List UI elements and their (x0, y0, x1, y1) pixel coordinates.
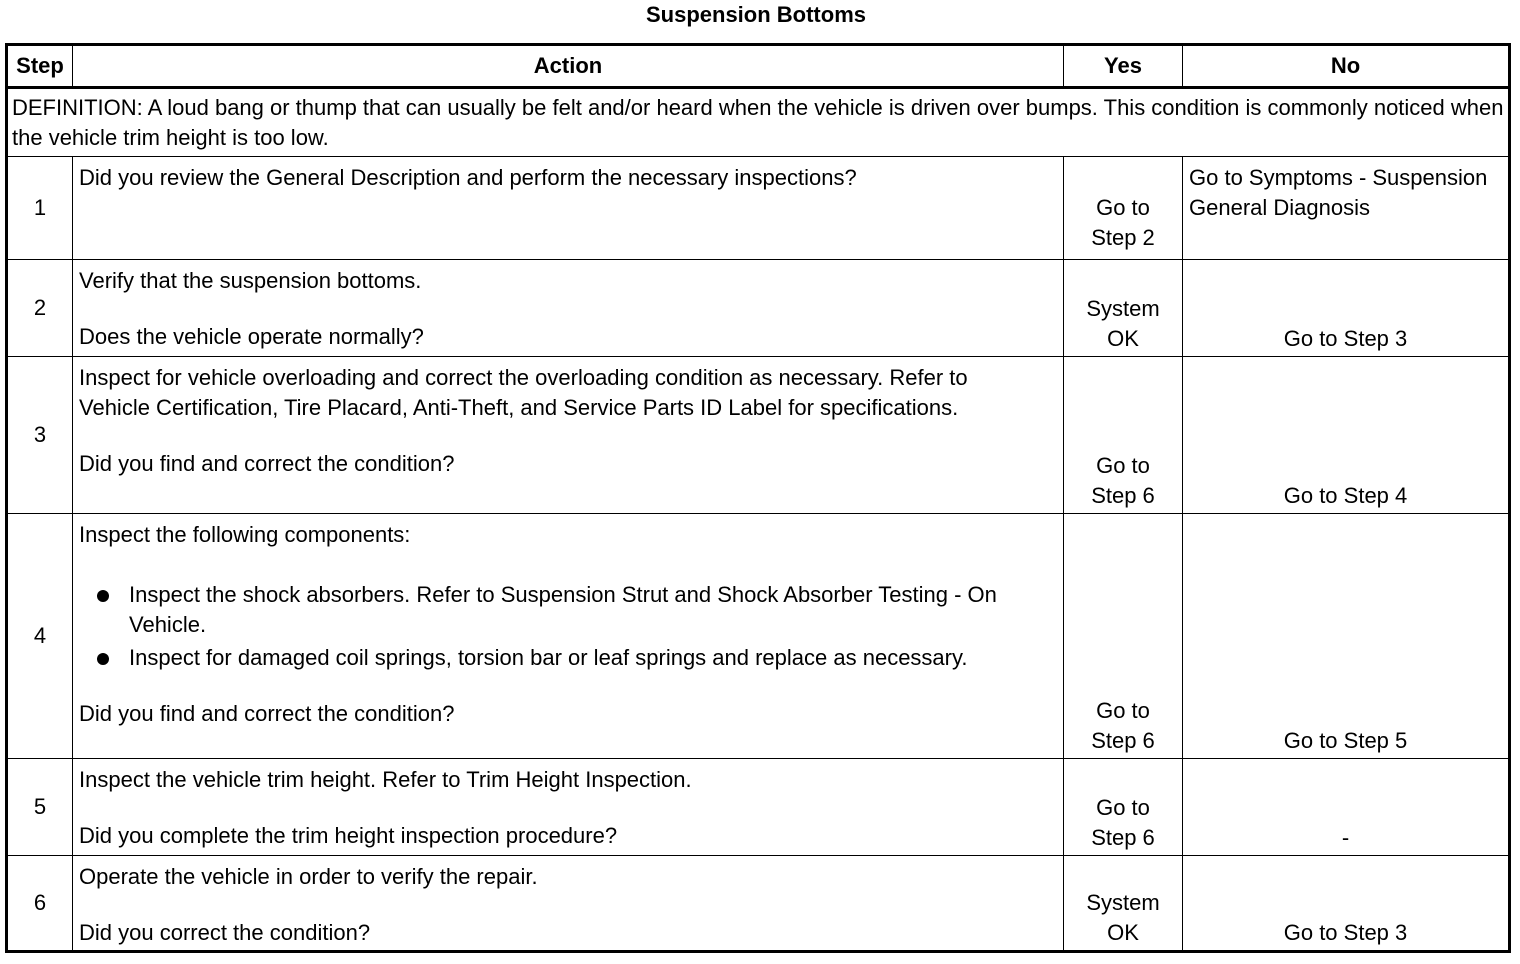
yes-line: System (1086, 890, 1160, 915)
table-row (7, 157, 1510, 260)
step-number: 6 (7, 856, 73, 952)
no-cell: Go to Step 4 (1183, 357, 1510, 514)
definition-row (7, 88, 1510, 157)
bullet-icon (97, 653, 109, 665)
table-row (7, 260, 1510, 357)
action-question: Did you correct the condition? (79, 920, 371, 945)
table-row (7, 856, 1510, 952)
table-row (7, 514, 1510, 759)
header-yes: Yes (1064, 45, 1183, 88)
action-text: Inspect for vehicle overloading and correct the overloading condition as necessary. Refer to Vehicle Certification, Tire Placard, Anti-Theft, and Service Parts ID Label for specifications. (79, 365, 968, 420)
action-question: Did you find and correct the condition? (79, 701, 455, 726)
action-text: Inspect the vehicle trim height. Refer to Trim Height Inspection. (79, 767, 692, 792)
action-text: Verify that the suspension bottoms. (79, 268, 422, 293)
action-cell (73, 856, 1064, 952)
action-cell (73, 157, 1064, 260)
table-row (7, 759, 1510, 856)
no-cell: Go to Step 3 (1183, 260, 1510, 357)
yes-line: System (1086, 296, 1160, 321)
step-number: 1 (7, 157, 73, 260)
yes-line: OK (1107, 326, 1139, 351)
yes-cell (1064, 514, 1183, 759)
yes-cell (1064, 357, 1183, 514)
step-number: 4 (7, 514, 73, 759)
yes-line: Step 6 (1091, 483, 1155, 508)
action-cell (73, 514, 1064, 759)
table-row (7, 357, 1510, 514)
yes-cell (1064, 157, 1183, 260)
yes-line: Step 2 (1091, 225, 1155, 250)
action-cell (73, 759, 1064, 856)
yes-line: OK (1107, 920, 1139, 945)
yes-line: Go to (1096, 195, 1150, 220)
action-question: Did you find and correct the condition? (79, 451, 455, 476)
yes-line: Go to (1096, 453, 1150, 478)
action-text: Did you review the General Description and perform the necessary inspections? (79, 165, 857, 190)
header-row (7, 45, 1510, 88)
bullet-icon (97, 590, 109, 602)
step-number: 3 (7, 357, 73, 514)
yes-cell (1064, 856, 1183, 952)
action-cell (73, 357, 1064, 514)
no-cell: Go to Symptoms - Suspension General Diagnosis (1183, 157, 1510, 260)
definition-text: DEFINITION: A loud bang or thump that can usually be felt and/or heard when the vehicle is driven over bumps. This condition is commonly noticed when the vehicle trim height is too low. (7, 88, 1510, 157)
header-no: No (1183, 45, 1510, 88)
step-number: 5 (7, 759, 73, 856)
step-number: 2 (7, 260, 73, 357)
yes-cell (1064, 260, 1183, 357)
header-action: Action (73, 45, 1064, 88)
yes-line: Go to (1096, 795, 1150, 820)
action-question: Does the vehicle operate normally? (79, 324, 424, 349)
no-cell: Go to Step 5 (1183, 514, 1510, 759)
page-title: Suspension Bottoms (645, 2, 866, 27)
yes-line: Step 6 (1091, 825, 1155, 850)
bullet-text: Inspect for damaged coil springs, torsion bar or leaf springs and replace as necessary. (129, 645, 968, 670)
bullet-item (129, 580, 1003, 640)
yes-line: Go to (1096, 698, 1150, 723)
yes-cell (1064, 759, 1183, 856)
diagnostic-table (5, 43, 1511, 953)
bullet-list (79, 580, 1003, 673)
bullet-text: Inspect the shock absorbers. Refer to Suspension Strut and Shock Absorber Testing - On Vehicle. (129, 582, 997, 637)
no-cell: Go to Step 3 (1183, 856, 1510, 952)
action-text: Inspect the following components: (79, 522, 411, 547)
action-text: Operate the vehicle in order to verify the repair. (79, 864, 538, 889)
header-step: Step (7, 45, 73, 88)
no-cell: - (1183, 759, 1510, 856)
action-cell (73, 260, 1064, 357)
bullet-item (129, 643, 1003, 673)
yes-line: Step 6 (1091, 728, 1155, 753)
action-question: Did you complete the trim height inspection procedure? (79, 823, 618, 848)
